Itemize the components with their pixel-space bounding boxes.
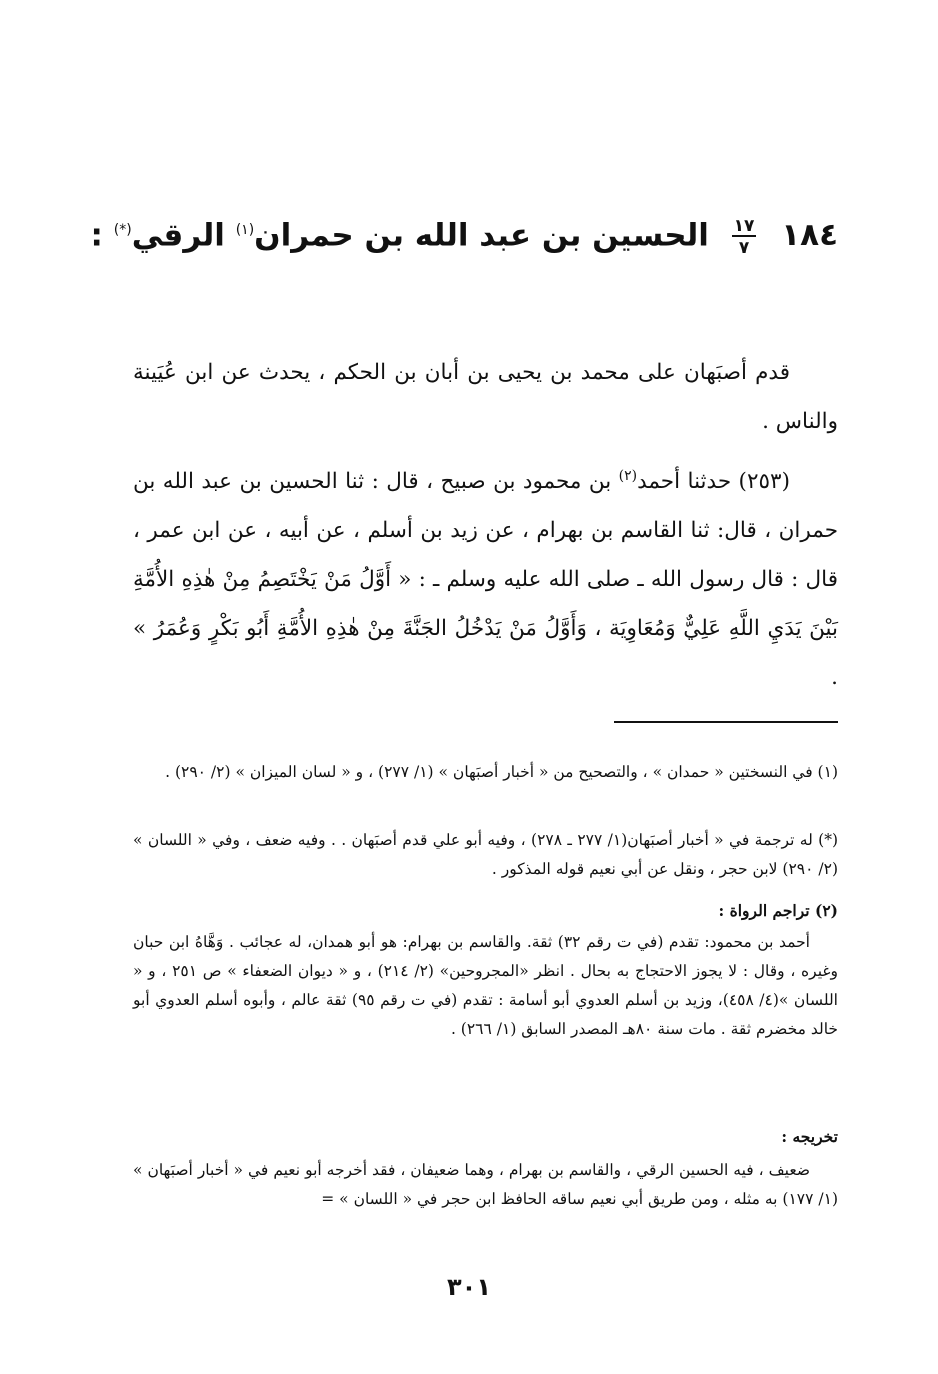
- hadith-number-and-start: (٢٥٣) حدثنا أحمد: [637, 469, 790, 495]
- narrators-text: أحمد بن محمود: تقدم (في ت رقم ٣٢) ثقة. والقاسم بن بهرام: هو أبو همدان، له عجائب . وَهَّاهُ ابن حبان وغيره ، وقال : لا يجوز الاحتجاج به بحال . انظر «المجروحين» (٢/ ٢١٤) ، و « ديوان الضعفاء » ص ٢٥١ ، و « اللسان »(٤/ ٤٥٨)، وزيد بن أسلم العدوي أبو أسامة : تقدم (في ت رقم ٩٥) ثقة عالم ، وأبوه أسلم العدوي أبو خالد مخضرم ثقة . مات سنة ٨٠هـ المصدر السابق (١/ ٢٦٦) .: [133, 933, 838, 1038]
- page-number: ٣٠١: [447, 1273, 491, 1301]
- footnote-mark-star: (*): [113, 222, 132, 238]
- footnote-mark-2: (٢): [618, 468, 638, 484]
- takhrij-body: [133, 1156, 838, 1214]
- footnote-1-text: (١) في النسختين « حمدان » ، والتصحيح من « أخبار أصبَهان » (١/ ٢٧٧) ، و « لسان الميزان » (٢/ ٢٩٠) .: [165, 763, 838, 781]
- heading-colon: :: [90, 217, 114, 254]
- intro-text: قدم أصبَهان على محمد بن يحيى بن أبان بن الحكم ، يحدث عن ابن عُيَينة والناس .: [133, 360, 838, 434]
- footnote-star: [133, 826, 838, 884]
- narrators-heading: (٢) تراجم الرواة :: [718, 901, 838, 920]
- hadith-isnad-and-matn: بن محمود بن صبيح ، قال : ثنا الحسين بن عبد الله بن حمران ، قال: ثنا القاسم بن بهرام ، عن زيد بن أسلم ، عن أبيه ، عن ابن عمر ، قال : قال رسول الله ـ صلى الله عليه وسلم ـ : « أَوَّلُ مَنْ يَخْتَصِمُ مِنْ هٰذِهِ الأُمَّةِ بَيْنَ يَدَيِ اللَّهِ عَلِيٌّ وَمُعَاوِيَة ، وَأَوَّلُ مَنْ يَدْخُلُ الجَنَّةَ مِنْ هٰذِهِ الأُمَّةِ أَبُو بَكْرٍ وَعُمَرُ » .: [133, 469, 838, 691]
- reference-fraction: [732, 217, 757, 257]
- hadith-paragraph: [133, 452, 838, 702]
- footnote-1: [133, 758, 838, 787]
- footnote-2-heading: [133, 896, 838, 925]
- takhrij-heading: [133, 1122, 838, 1151]
- narrator-name: الحسين بن عبد الله بن حمران: [254, 217, 709, 254]
- entry-heading: [90, 200, 838, 265]
- narrator-nisba: الرقي: [131, 217, 236, 254]
- entry-number: ١٨٤: [781, 217, 838, 254]
- fraction-bottom: ٧: [738, 237, 750, 258]
- footnote-2-body: [133, 928, 838, 1044]
- footnote-separator: [614, 721, 838, 723]
- footnote-mark-1: (١): [235, 222, 255, 238]
- takhrij-text: ضعيف ، فيه الحسين الرقي ، والقاسم بن بهرام ، وهما ضعيفان ، فقد أخرجه أبو نعيم في « أخبار أصبَهان » (١/ ١٧٧) به مثله ، ومن طريق أبي نعيم ساقه الحافظ ابن حجر في « اللسان » =: [133, 1161, 838, 1208]
- intro-paragraph: [133, 348, 838, 446]
- fraction-top: ١٧: [733, 215, 755, 236]
- hadith-text: [133, 452, 838, 702]
- footnote-star-text: (*) له ترجمة في « أخبار أصبَهان(١/ ٢٧٧ ـ ٢٧٨) ، وفيه أبو علي قدم أصبَهان . . وفيه ضعف ، وفي « اللسان » (٢/ ٢٩٠) لابن حجر ، ونقل عن أبي نعيم قوله المذكور .: [133, 831, 838, 878]
- takhrij-title: تخريجه :: [781, 1127, 838, 1146]
